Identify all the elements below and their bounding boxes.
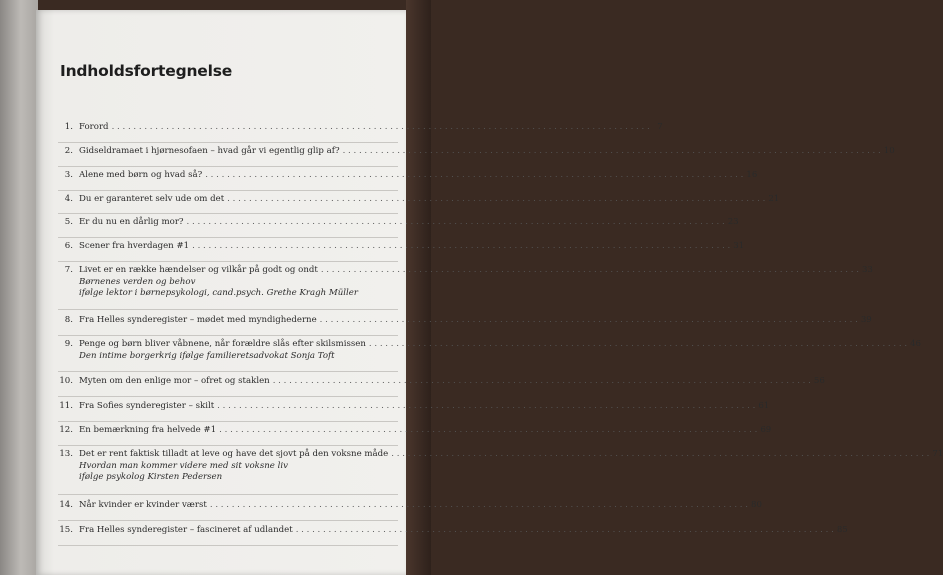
leader-dots — [320, 315, 858, 327]
entry-page: 39 — [860, 315, 872, 325]
entry-page: 23 — [727, 217, 739, 227]
divider — [58, 396, 398, 397]
leader-dots — [296, 525, 834, 537]
entry-title: Når kvinder er kvinder værst — [79, 500, 207, 510]
entry-title: Forord — [79, 122, 109, 132]
entry-title: Fra Helles synderegister – fascineret af udlandet — [79, 525, 293, 535]
entry-number: 6. — [64, 241, 73, 251]
divider — [58, 142, 398, 143]
toc-entry-7 — [56, 265, 873, 300]
entry-number: 14. — [59, 500, 73, 510]
entry-number: 4. — [64, 194, 73, 204]
book-cover-edge — [406, 0, 431, 575]
entry-page: 10 — [883, 146, 895, 156]
entry-number: 13. — [59, 449, 73, 459]
entry-number: 15. — [59, 525, 73, 535]
entry-subtitle: Børnenes verden og behov — [79, 276, 196, 287]
entry-page: 31 — [733, 241, 745, 251]
entry-title: Scener fra hverdagen #1 — [79, 241, 190, 251]
leader-dots — [227, 194, 765, 206]
toc-entry-1 — [56, 122, 663, 134]
entry-title: Fra Sofies synderegister – skilt — [79, 401, 215, 411]
entry-page: 16 — [746, 170, 758, 180]
divider — [58, 237, 398, 238]
entry-page: 80 — [751, 500, 762, 510]
toc-entry-14 — [56, 500, 762, 512]
divider — [58, 545, 398, 546]
entry-subtitle: ifølge psykolog Kirsten Pedersen — [79, 472, 223, 482]
toc-entry-15 — [56, 525, 848, 537]
entry-number: 10. — [59, 376, 73, 386]
entry-number: 5. — [64, 217, 73, 227]
leader-dots — [205, 170, 743, 182]
divider — [58, 213, 398, 214]
toc-entry-8 — [56, 315, 872, 327]
entry-page: 7 — [657, 122, 663, 132]
toc-entry-5 — [56, 217, 739, 229]
leader-dots — [192, 241, 730, 253]
entry-page: 21 — [768, 194, 780, 204]
facing-page-edge — [0, 0, 38, 575]
page-title: Indholdsfortegnelse — [60, 62, 233, 80]
leader-dots — [210, 500, 748, 512]
entry-title: Gidseldramaet i hjørnesofaen – hvad går vi egentlig glip af? — [79, 146, 340, 156]
book-page — [36, 10, 943, 575]
entry-page: 61 — [758, 401, 770, 411]
leader-dots — [391, 449, 929, 461]
entry-number: 1. — [64, 122, 73, 132]
toc-entry-13 — [56, 449, 943, 484]
divider — [58, 520, 398, 521]
entry-title: Myten om den enlige mor – ofret og staklen — [79, 376, 270, 386]
divider — [58, 261, 398, 262]
entry-number: 7. — [64, 265, 73, 275]
leader-dots — [369, 339, 907, 351]
entry-page: 56 — [813, 376, 825, 386]
entry-title: Du er garanteret selv ude om det — [79, 194, 225, 204]
toc-entry-3 — [56, 170, 758, 182]
entry-page: 33 — [861, 265, 873, 275]
divider — [58, 371, 398, 372]
toc-entry-6 — [56, 241, 745, 253]
entry-subtitle: ifølge lektor i børnepsykologi, cand.psych. Grethe Kragh Müller — [79, 288, 358, 298]
entry-title: Penge og børn bliver våbnene, når forældre slås efter skilsmissen — [79, 339, 366, 349]
toc-entry-12 — [56, 425, 772, 437]
leader-dots — [273, 376, 811, 388]
leader-dots — [112, 122, 650, 134]
toc-entry-9 — [56, 339, 921, 362]
entry-title: Er du nu en dårlig mor? — [79, 217, 184, 227]
entry-number: 12. — [59, 425, 73, 435]
entry-number: 9. — [64, 339, 73, 349]
divider — [58, 190, 398, 191]
entry-page: 69 — [760, 425, 772, 435]
leader-dots — [187, 217, 725, 229]
entry-subtitle: Hvordan man kommer videre med sit voksne liv — [79, 460, 288, 471]
leader-dots — [219, 425, 757, 437]
toc-entry-11 — [56, 401, 770, 413]
entry-title: Det er rent faktisk tilladt at leve og have det sjovt på den voksne måde — [79, 449, 389, 459]
entry-title: Fra Helles synderegister – mødet med myndighederne — [79, 315, 317, 325]
entry-page: 71 — [932, 449, 943, 459]
leader-dots — [217, 401, 755, 413]
leader-dots — [343, 146, 881, 158]
entry-page: 85 — [836, 525, 848, 535]
toc-entry-2 — [56, 146, 895, 158]
divider — [58, 421, 398, 422]
entry-subtitle: Den intime borgerkrig ifølge familieretsadvokat Sonja Toft — [79, 350, 335, 361]
divider — [58, 494, 398, 495]
divider — [58, 309, 398, 310]
divider — [58, 335, 398, 336]
entry-number: 2. — [64, 146, 73, 156]
toc-entry-4 — [56, 194, 780, 206]
entry-title: En bemærkning fra helvede #1 — [79, 425, 217, 435]
entry-number: 8. — [64, 315, 73, 325]
entry-title: Livet er en række hændelser og vilkår på godt og ondt — [79, 265, 318, 275]
leader-dots — [321, 265, 859, 277]
divider — [58, 166, 398, 167]
entry-number: 3. — [64, 170, 73, 180]
divider — [58, 445, 398, 446]
entry-number: 11. — [59, 401, 73, 411]
toc-entry-10 — [56, 376, 825, 388]
entry-title: Alene med børn og hvad så? — [79, 170, 203, 180]
entry-page: 46 — [910, 339, 921, 349]
